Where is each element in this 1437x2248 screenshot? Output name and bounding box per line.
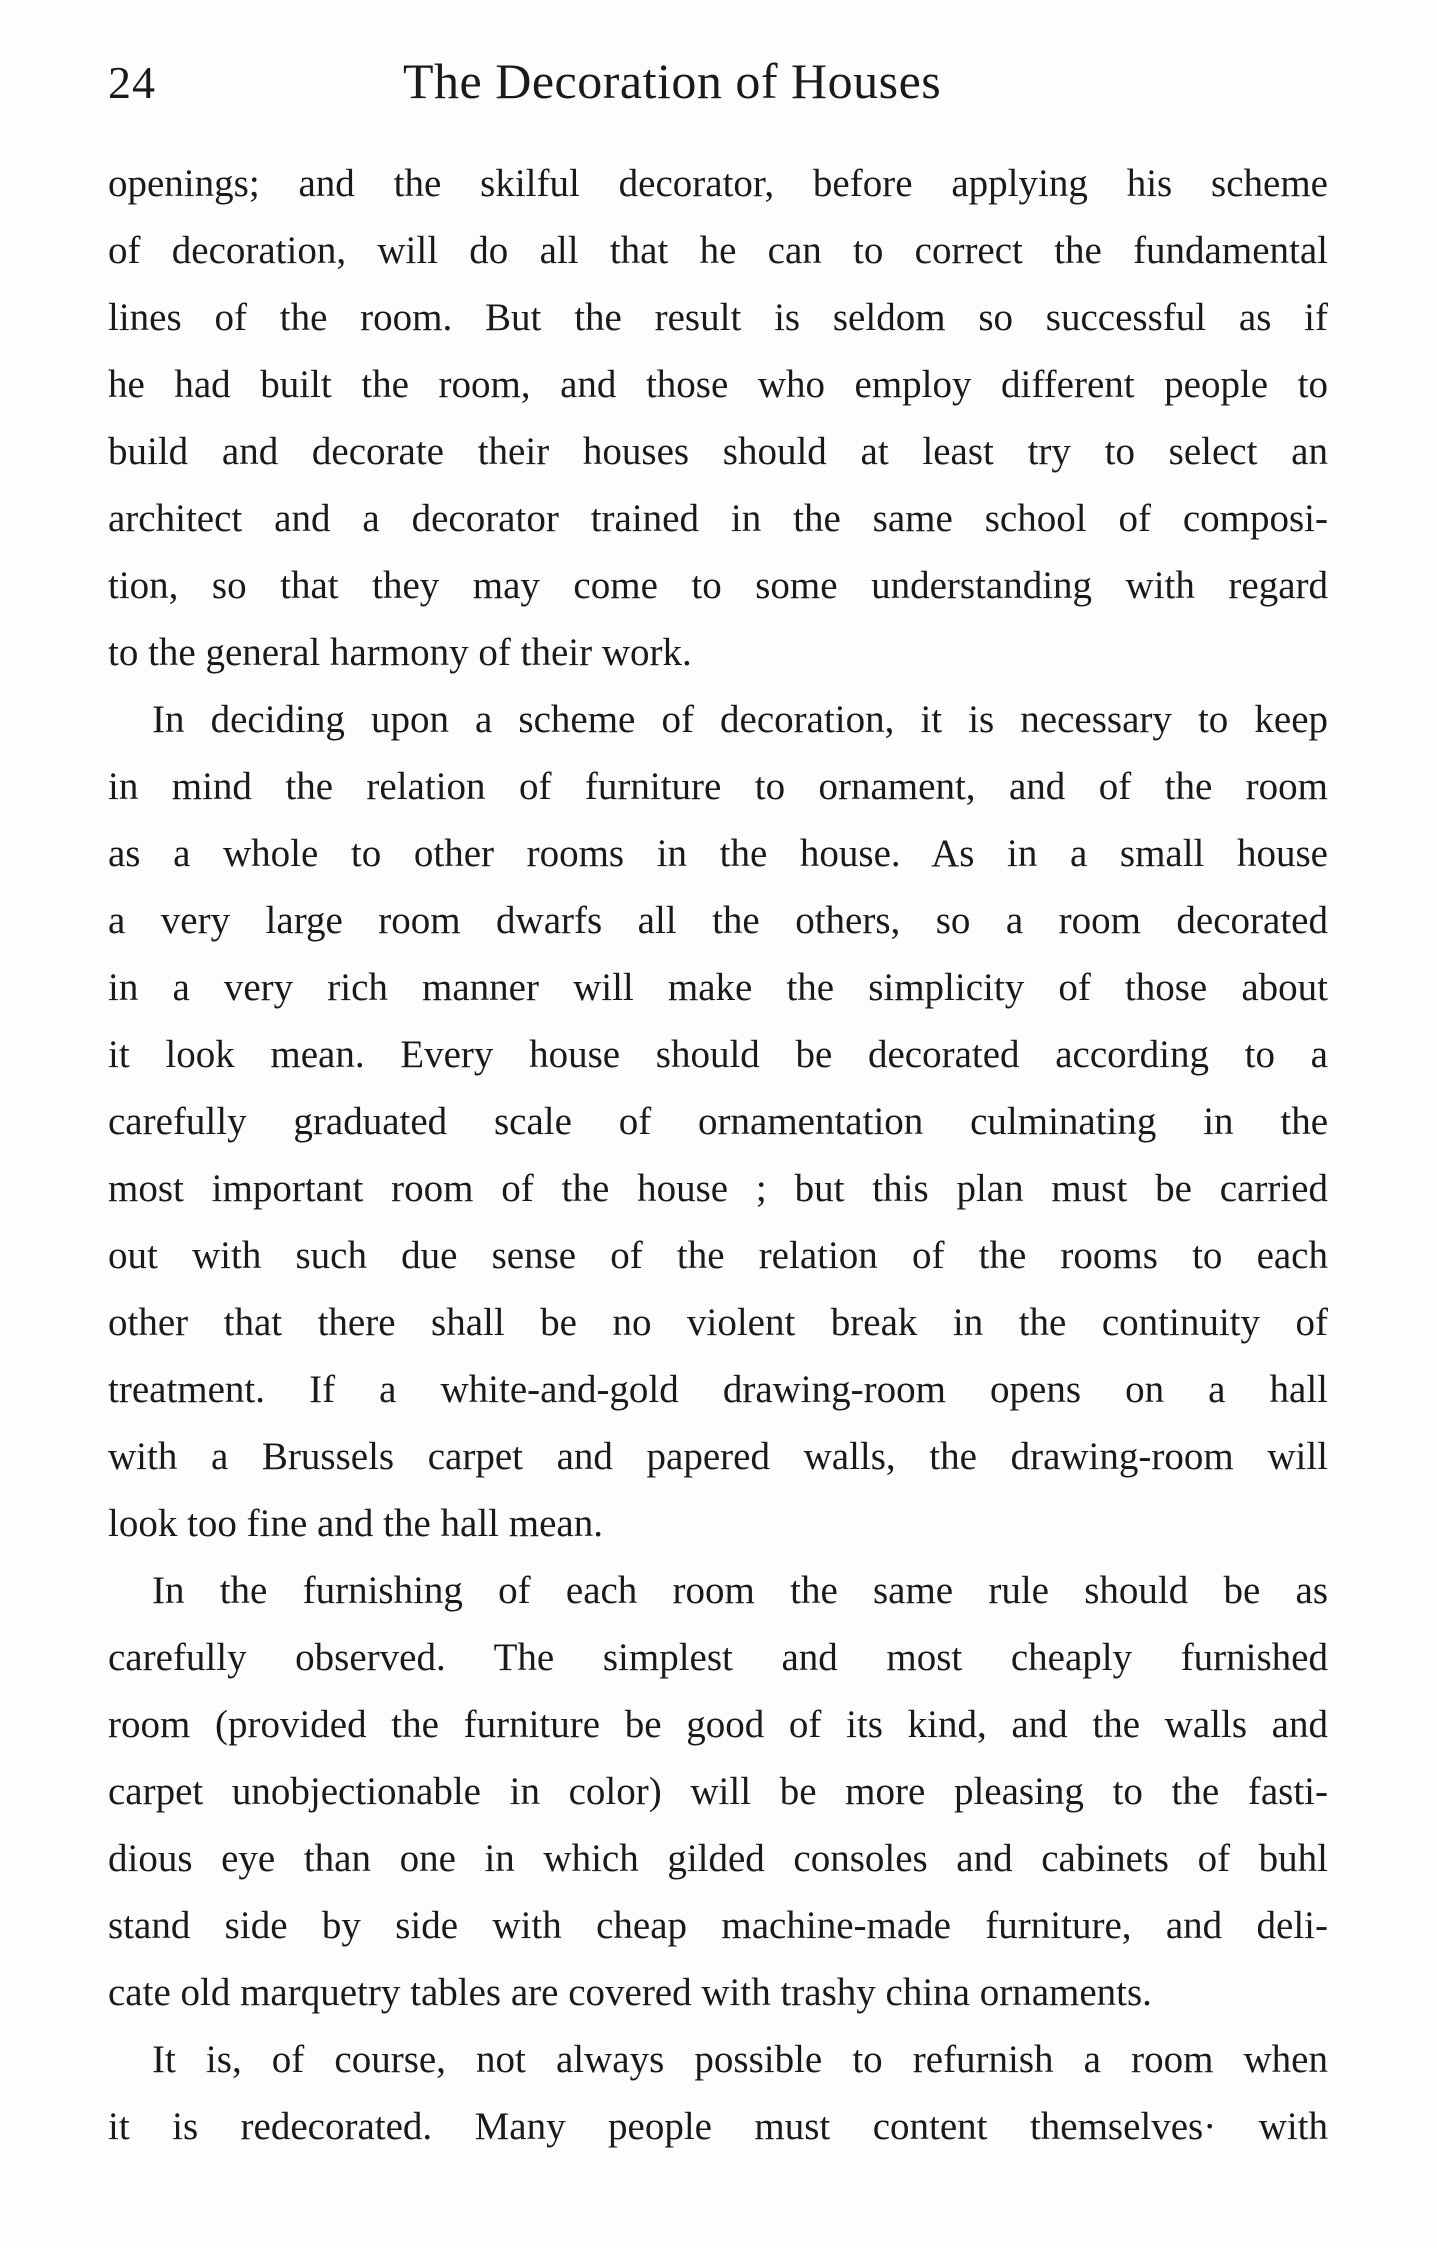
text-line: as a whole to other rooms in the house. As in a small house xyxy=(108,832,1328,875)
text-line: openings; and the skilful decorator, before applying his scheme xyxy=(108,162,1328,205)
text-line: dious eye than one in which gilded consoles and cabinets of buhl xyxy=(108,1837,1328,1880)
text-line: build and decorate their houses should at least try to select an xyxy=(108,430,1328,473)
paragraph xyxy=(108,2026,1328,2160)
text-line: it is redecorated. Many people must content themselves· with xyxy=(108,2105,1328,2148)
text-line: It is, of course, not always possible to refurnish a room when xyxy=(152,2038,1328,2081)
text-line: other that there shall be no violent break in the continuity of xyxy=(108,1301,1328,1344)
text-line: he had built the room, and those who employ different people to xyxy=(108,363,1328,406)
text-line: to the general harmony of their work. xyxy=(108,631,692,674)
text-line: it look mean. Every house should be decorated according to a xyxy=(108,1033,1328,1076)
paragraph xyxy=(108,686,1328,1557)
text-line: carefully graduated scale of ornamentation culminating in the xyxy=(108,1100,1328,1143)
text-line: with a Brussels carpet and papered walls, the drawing-room will xyxy=(108,1435,1328,1478)
body-text xyxy=(108,150,1328,2160)
text-line: In the furnishing of each room the same rule should be as xyxy=(152,1569,1328,1612)
text-line: lines of the room. But the result is seldom so successful as if xyxy=(108,296,1328,339)
paragraph xyxy=(108,150,1328,686)
text-line: most important room of the house ; but this plan must be carried xyxy=(108,1167,1328,1210)
text-line: cate old marquetry tables are covered with trashy china ornaments. xyxy=(108,1971,1152,2014)
text-line: In deciding upon a scheme of decoration, it is necessary to keep xyxy=(152,698,1328,741)
text-line: carefully observed. The simplest and most cheaply furnished xyxy=(108,1636,1328,1679)
paragraph xyxy=(108,1557,1328,2026)
text-line: a very large room dwarfs all the others, so a room decorated xyxy=(108,899,1328,942)
running-title: The Decoration of Houses xyxy=(403,53,942,109)
running-header xyxy=(108,52,1328,122)
text-line: architect and a decorator trained in the same school of composi- xyxy=(108,497,1328,540)
text-line: in a very rich manner will make the simplicity of those about xyxy=(108,966,1328,1009)
text-line: tion, so that they may come to some understanding with regard xyxy=(108,564,1328,607)
text-line: carpet unobjectionable in color) will be more pleasing to the fasti- xyxy=(108,1770,1328,1813)
page-number: 24 xyxy=(108,57,156,108)
text-line: room (provided the furniture be good of its kind, and the walls and xyxy=(108,1703,1328,1746)
text-line: in mind the relation of furniture to ornament, and of the room xyxy=(108,765,1328,808)
text-line: treatment. If a white-and-gold drawing-room opens on a hall xyxy=(108,1368,1328,1411)
text-line: of decoration, will do all that he can to correct the fundamental xyxy=(108,229,1328,272)
text-line: out with such due sense of the relation of the rooms to each xyxy=(108,1234,1328,1277)
text-line: stand side by side with cheap machine-made furniture, and deli- xyxy=(108,1904,1328,1947)
text-line: look too fine and the hall mean. xyxy=(108,1502,603,1545)
